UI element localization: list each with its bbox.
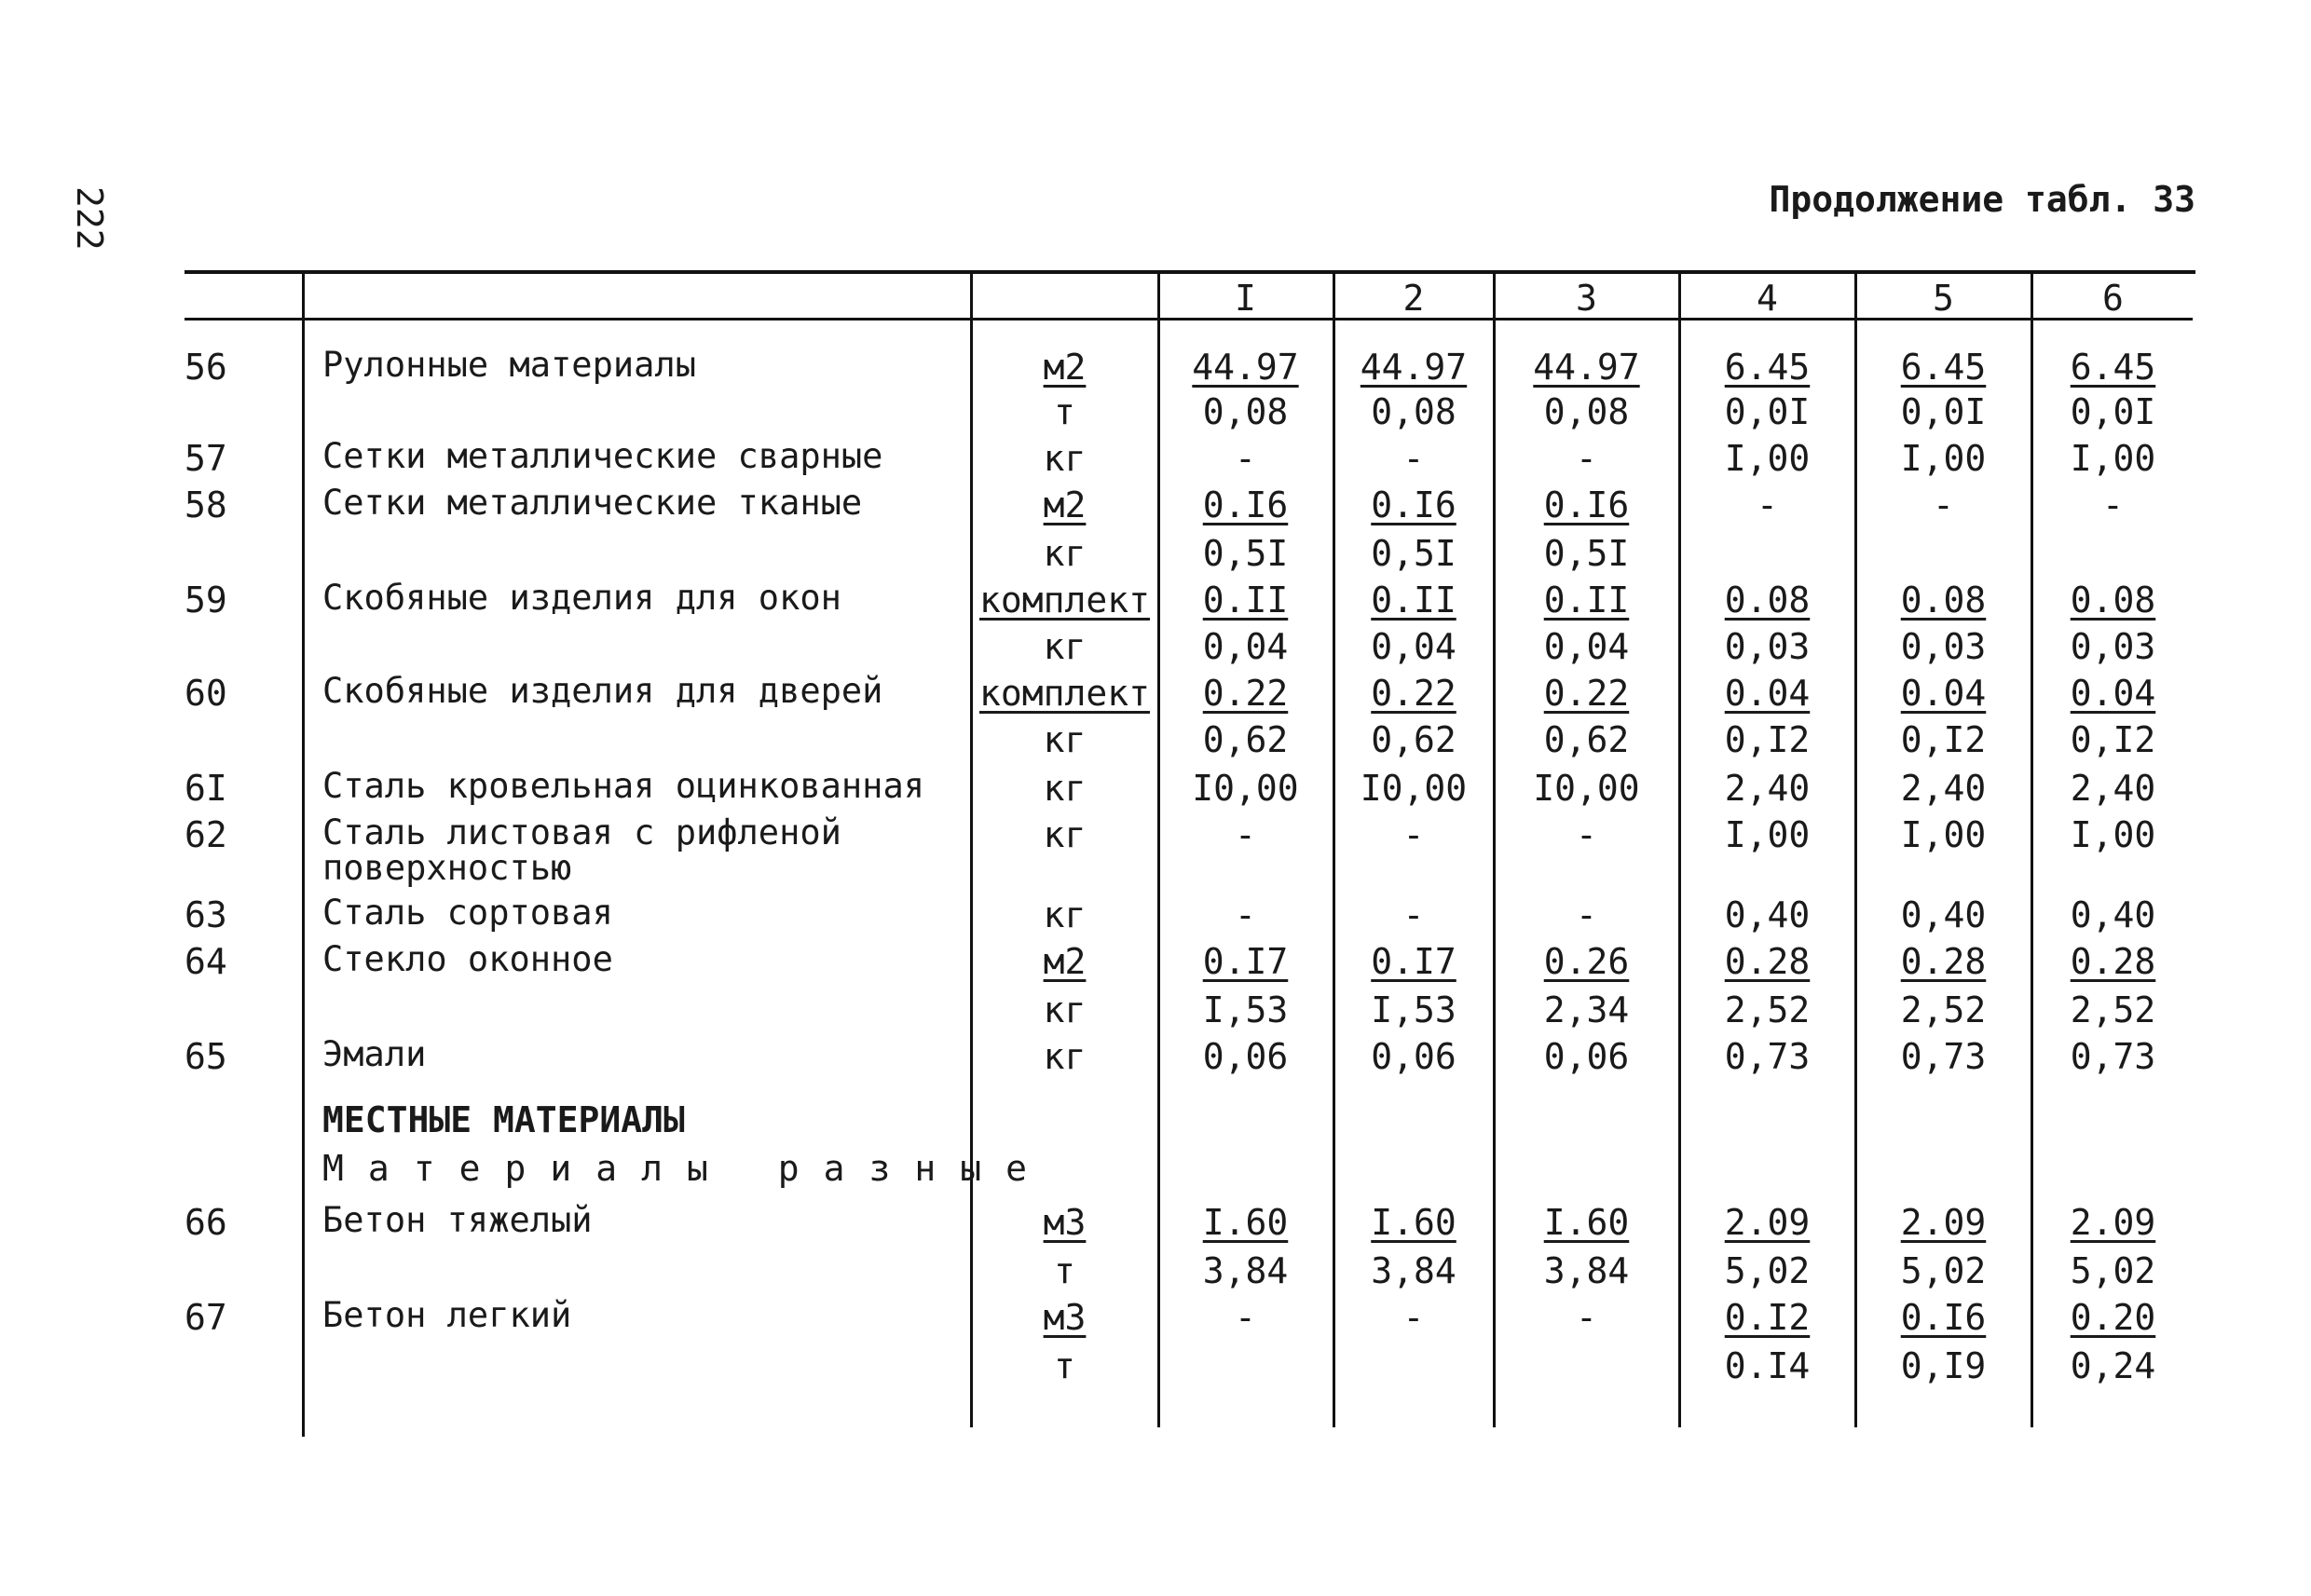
value-cell: 0,40 [1900, 894, 1987, 935]
value-cell: 0.08 [2070, 580, 2156, 621]
value-cell: 2,52 [2070, 989, 2156, 1030]
row-number: 62 [185, 814, 227, 855]
value-cell: 44.97 [1192, 347, 1299, 388]
column-header: 2 [1402, 278, 1425, 319]
row-number: 65 [185, 1036, 227, 1077]
value-cell: - [1402, 438, 1425, 479]
material-name: Бетон легкий [322, 1295, 572, 1335]
value-cell: - [1576, 894, 1597, 935]
value-cell: 2.09 [1900, 1202, 1987, 1243]
value-cell: 0,03 [2070, 626, 2156, 667]
unit: кг [1043, 814, 1087, 855]
unit: кг [1043, 719, 1087, 760]
value-cell: 0.I6 [1543, 484, 1630, 525]
value-cell: I,00 [1900, 814, 1987, 855]
row-number: 58 [185, 484, 227, 525]
value-cell: 0,24 [2070, 1345, 2156, 1386]
value-cell: 0,04 [1202, 626, 1289, 667]
value-cell: I.60 [1371, 1202, 1456, 1243]
value-cell: 0,73 [2070, 1036, 2156, 1077]
value-cell: 0,I2 [1900, 719, 1987, 760]
value-cell: 0.I4 [1724, 1345, 1811, 1386]
unit: кг [1043, 768, 1087, 809]
value-cell: 0,73 [1900, 1036, 1987, 1077]
unit: м3 [1043, 1297, 1087, 1338]
value-cell: 0.28 [1900, 941, 1987, 982]
material-name: Сталь сортовая [322, 893, 613, 933]
value-cell: 0.04 [2070, 673, 2156, 714]
table-caption: Продолжение табл. 33 [1769, 179, 2195, 220]
value-cell: - [1933, 484, 1954, 525]
row-number: 60 [185, 673, 227, 714]
value-cell: 0,40 [1724, 894, 1811, 935]
unit: т [1054, 391, 1075, 432]
material-name: Сетки металлические сварные [322, 436, 883, 476]
row-number: 56 [185, 347, 227, 388]
column-header: 4 [1757, 278, 1778, 319]
value-cell: 0,0I [1900, 391, 1987, 432]
value-cell: 0,04 [1543, 626, 1630, 667]
value-cell: 6.45 [2070, 347, 2156, 388]
value-cell: 44.97 [1533, 347, 1640, 388]
value-cell: 0.08 [1724, 580, 1811, 621]
value-cell: 44.97 [1360, 347, 1468, 388]
value-cell: 2,34 [1543, 989, 1630, 1030]
unit: м2 [1043, 484, 1087, 525]
value-cell: 0,I2 [1724, 719, 1811, 760]
unit: т [1054, 1345, 1075, 1386]
value-cell: 5,02 [1724, 1250, 1811, 1291]
value-cell: 0.I6 [1900, 1297, 1987, 1338]
unit: кг [1043, 533, 1087, 574]
unit: м2 [1043, 941, 1087, 982]
value-cell: 0.04 [1724, 673, 1811, 714]
value-cell: I,00 [1724, 814, 1811, 855]
row-number: 59 [185, 580, 227, 621]
value-cell: 0,0I [1724, 391, 1811, 432]
value-cell: 3,84 [1202, 1250, 1289, 1291]
value-cell: 3,84 [1543, 1250, 1630, 1291]
row-number: 64 [185, 941, 227, 982]
unit: комплект [978, 673, 1151, 714]
value-cell: I,00 [2070, 814, 2156, 855]
unit: м2 [1043, 347, 1087, 388]
section-heading: МЕСТНЫЕ МАТЕРИАЛЫ [322, 1099, 685, 1140]
value-cell: 0.20 [2070, 1297, 2156, 1338]
value-cell: I.60 [1202, 1202, 1289, 1243]
value-cell: 0,I9 [1900, 1345, 1987, 1386]
value-cell: 0,06 [1543, 1036, 1630, 1077]
value-cell: I,53 [1202, 989, 1289, 1030]
value-cell: 0,5I [1371, 533, 1456, 574]
value-cell: 0,62 [1543, 719, 1630, 760]
value-cell: 0,08 [1371, 391, 1456, 432]
value-cell: 0.II [1543, 580, 1630, 621]
value-cell: 2,40 [2070, 768, 2156, 809]
material-name: Сталь листовая с рифленой [322, 812, 841, 853]
row-number: 6I [185, 768, 227, 809]
value-cell: 3,84 [1371, 1250, 1456, 1291]
material-name: Рулонные материалы [322, 345, 696, 385]
value-cell: 2.09 [1724, 1202, 1811, 1243]
value-cell: I,00 [1900, 438, 1987, 479]
value-cell: 5,02 [2070, 1250, 2156, 1291]
value-cell: 0,03 [1724, 626, 1811, 667]
column-header: I [1235, 278, 1256, 319]
unit: комплект [978, 580, 1151, 621]
value-cell: 0.22 [1543, 673, 1630, 714]
value-cell: I0,00 [1533, 768, 1640, 809]
value-cell: - [1576, 1297, 1597, 1338]
value-cell: 0,04 [1371, 626, 1456, 667]
table-top-rule [185, 270, 2195, 274]
value-cell: 2,40 [1900, 768, 1987, 809]
value-cell: 0.22 [1202, 673, 1289, 714]
value-cell: 0.28 [2070, 941, 2156, 982]
value-cell: 0,I2 [2070, 719, 2156, 760]
value-cell: 0,0I [2070, 391, 2156, 432]
value-cell: 6.45 [1900, 347, 1987, 388]
value-cell: 0.04 [1900, 673, 1987, 714]
value-cell: 2.09 [2070, 1202, 2156, 1243]
column-header: 3 [1576, 278, 1597, 319]
value-cell: 0.II [1202, 580, 1289, 621]
unit: кг [1043, 989, 1087, 1030]
value-cell: 2,40 [1724, 768, 1811, 809]
material-name: Бетон тяжелый [322, 1200, 593, 1240]
value-cell: 0.I2 [1724, 1297, 1811, 1338]
value-cell: 0,08 [1202, 391, 1289, 432]
value-cell: - [1235, 438, 1256, 479]
row-number: 57 [185, 438, 227, 479]
value-cell: - [1757, 484, 1778, 525]
unit: кг [1043, 626, 1087, 667]
unit: кг [1043, 438, 1087, 479]
unit: кг [1043, 894, 1087, 935]
material-name: Сталь кровельная оцинкованная [322, 766, 925, 806]
value-cell: 0,40 [2070, 894, 2156, 935]
value-cell: - [2102, 484, 2124, 525]
value-cell: - [1235, 1297, 1256, 1338]
value-cell: 2,52 [1900, 989, 1987, 1030]
value-cell: I0,00 [1360, 768, 1468, 809]
material-name: Скобяные изделия для окон [322, 578, 841, 618]
material-name-continued: поверхностью [322, 848, 572, 888]
value-cell: 5,02 [1900, 1250, 1987, 1291]
value-cell: I,00 [2070, 438, 2156, 479]
value-cell: 0.I6 [1202, 484, 1289, 525]
unit: кг [1043, 1036, 1087, 1077]
value-cell: 0.I6 [1371, 484, 1456, 525]
value-cell: 0.08 [1900, 580, 1987, 621]
material-name: Эмали [322, 1034, 427, 1074]
value-cell: 6.45 [1724, 347, 1811, 388]
value-cell: - [1402, 814, 1425, 855]
value-cell: 0,62 [1371, 719, 1456, 760]
value-cell: 2,52 [1724, 989, 1811, 1030]
value-cell: I,00 [1724, 438, 1811, 479]
subsection-heading: Материалы разные [322, 1148, 1052, 1189]
value-cell: - [1576, 438, 1597, 479]
value-cell: 0,08 [1543, 391, 1630, 432]
value-cell: 0,03 [1900, 626, 1987, 667]
value-cell: I,53 [1371, 989, 1456, 1030]
value-cell: 0.22 [1371, 673, 1456, 714]
value-cell: 0,06 [1202, 1036, 1289, 1077]
value-cell: 0.II [1371, 580, 1456, 621]
value-cell: 0,73 [1724, 1036, 1811, 1077]
value-cell: 0.I7 [1371, 941, 1456, 982]
material-name: Сетки металлические тканые [322, 483, 863, 523]
value-cell: I.60 [1543, 1202, 1630, 1243]
value-cell: - [1402, 894, 1425, 935]
row-number: 63 [185, 894, 227, 935]
value-cell: - [1402, 1297, 1425, 1338]
column-header: 6 [2102, 278, 2124, 319]
column-divider [302, 272, 305, 1437]
row-number: 67 [185, 1297, 227, 1338]
page-number: 222 [69, 186, 110, 251]
value-cell: - [1235, 814, 1256, 855]
value-cell: 0.I7 [1202, 941, 1289, 982]
unit: т [1054, 1250, 1075, 1291]
material-name: Стекло оконное [322, 939, 613, 979]
value-cell: 0.28 [1724, 941, 1811, 982]
value-cell: 0,06 [1371, 1036, 1456, 1077]
value-cell: I0,00 [1192, 768, 1299, 809]
value-cell: 0,5I [1543, 533, 1630, 574]
value-cell: 0,5I [1202, 533, 1289, 574]
column-header: 5 [1933, 278, 1954, 319]
value-cell: 0,62 [1202, 719, 1289, 760]
unit: м3 [1043, 1202, 1087, 1243]
value-cell: - [1235, 894, 1256, 935]
value-cell: - [1576, 814, 1597, 855]
material-name: Скобяные изделия для дверей [322, 671, 883, 711]
row-number: 66 [185, 1202, 227, 1243]
value-cell: 0.26 [1543, 941, 1630, 982]
